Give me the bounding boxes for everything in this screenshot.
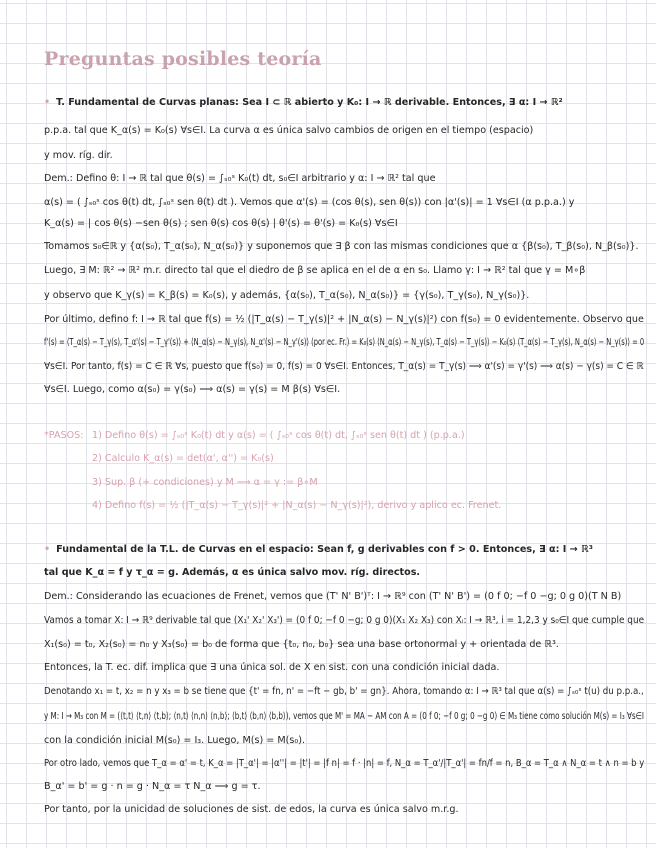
proof-2-line: Vamos a tomar X: I → ℝ⁹ derivable tal que (X₁' X₂' X₃') = (0 f 0; −f 0 −g; 0 g 0)(X₁ X₂ X₃) con Xᵢ: I → ℝ³, i = 1,2,3 y s₀∈I que cumple que	[44, 615, 645, 626]
proof-2-line: B_α' = b' = g · n = g · N_α = τ N_α ⟹ g = τ.	[44, 781, 261, 792]
theorem-1-line: p.p.a. tal que K_α(s) = K₀(s) ∀s∈I. La curva α es única salvo cambios de origen en el tiempo (espacio)	[44, 125, 534, 136]
theorem-2-heading	[44, 543, 593, 556]
theorem-1-statement-line: T. Fundamental de Curvas planas: Sea I ⊂ ℝ abierto y K₀: I → ℝ derivable. Entonces, ∃ α: I → ℝ²	[56, 97, 563, 108]
proof-2-line: Denotando x₁ = t, x₂ = n y x₃ = b se tiene que {t' = fn, n' = −ft − gb, b' = gn}. Ahora, tomando α: I → ℝ³ tal que α(s) = ∫ₛ₀ˢ t(u) du p.p.a.,	[44, 686, 644, 697]
proof-1-line: Por último, defino f: I → ℝ tal que f(s) = ½ (|T_α(s) − T_γ(s)|² + |N_α(s) − N_γ(s)|²) con f(s₀) = 0 evidentemente. Observo que	[44, 314, 644, 325]
proof-1-line: Dem.: Defino θ: I → ℝ tal que θ(s) = ∫ₛ₀ˢ K₀(t) dt, s₀∈I arbitrario y α: I → ℝ² tal que	[44, 173, 436, 184]
proof-1-line: y observo que K_γ(s) = K_β(s) = K₀(s), y además, {α(s₀), T_α(s₀), N_α(s₀)} = {γ(s₀), T_γ(s₀), N_γ(s₀)}.	[44, 290, 530, 301]
pasos-step: 2) Calculo K_α(s) = det(α', α'') = K₀(s)	[92, 453, 274, 464]
bullet-icon: •	[44, 97, 51, 108]
theorem-1-heading	[44, 96, 563, 109]
page-title: Preguntas posibles teoría	[44, 48, 322, 70]
proof-2-line: Entonces, la T. ec. dif. implica que ∃ una única sol. de X en sist. con una condición inicial dada.	[44, 662, 500, 673]
proof-2-line: con la condición inicial M(s₀) = I₃. Luego, M(s) = M(s₀).	[44, 735, 306, 746]
proof-1-line: Luego, ∃ M: ℝ² → ℝ² m.r. directo tal que el diedro de β se aplica en el de α en s₀. Llamo γ: I → ℝ² tal que γ = M∘β	[44, 265, 586, 276]
proof-2-line: Por otro lado, vemos que T_α = α' = t, K_α = |T_α'| = |α''| = |t'| = |f n| = f · |n| = f, N_α = T_α'/|T_α'| = fn/f = n, B_α = T_α ∧ N_α = t ∧ n = b y	[44, 758, 645, 769]
proof-1-line: ∀s∈I. Por tanto, f(s) = C ∈ ℝ ∀s, puesto que f(s₀) = 0, f(s) = 0 ∀s∈I. Entonces, T_α(s) = T_γ(s) ⟹ α'(s) = γ'(s) ⟹ α(s) − γ(s) = C ∈ ℝ	[44, 361, 644, 372]
theorem-1-line: y mov. ríg. dir.	[44, 150, 113, 161]
proof-1-line: Tomamos s₀∈ℝ y {α(s₀), T_α(s₀), N_α(s₀)} y suponemos que ∃ β con las mismas condiciones que α {β(s₀), T_β(s₀), N_β(s₀)}.	[44, 241, 639, 252]
proof-2-line: X₁(s₀) = t₀, X₂(s₀) = n₀ y X₃(s₀) = b₀ de forma que {t₀, n₀, b₀} sea una base ortonormal y + orientada de ℝ³.	[44, 639, 559, 650]
proof-1-line: ∀s∈I. Luego, como α(s₀) = γ(s₀) ⟹ α(s) = γ(s) = M β(s) ∀s∈I.	[44, 384, 341, 395]
pasos-label: *PASOS:	[44, 430, 84, 441]
bullet-icon: •	[44, 544, 51, 555]
theorem-2-line: tal que K_α = f y τ_α = g. Además, α es única salvo mov. ríg. directos.	[44, 567, 421, 578]
theorem-2-statement-line: Fundamental de la T.L. de Curvas en el espacio: Sean f, g derivables con f > 0. Entonces, ∃ α: I → ℝ³	[56, 544, 593, 555]
proof-1-line: f'(s) = ⟨T_α(s) − T_γ(s), T_α'(s) − T_γ'(s)⟩ + ⟨N_α(s) − N_γ(s), N_α'(s) − N_γ'(s)⟩ (por ec. Fr.) = K₀(s) ⟨N_α(s) − N_γ(s), T_α(s) − T_γ(s)⟩ − K₀(s) ⟨T_α(s) − T_γ(s), N_α(s) − N_γ(s)⟩ = 0	[44, 337, 645, 348]
pasos-step: 4) Defino f(s) = ½ (|T_α(s) − T_γ(s)|² + |N_α(s) − N_γ(s)|²), derivo y aplico ec. Frenet.	[92, 500, 502, 511]
pasos-step: 1) Defino θ(s) = ∫ₛ₀ˢ K₀(t) dt y α(s) = ( ∫ₛ₀ˢ cos θ(t) dt, ∫ₛ₀ˢ sen θ(t) dt ) (p.p.a.)	[92, 430, 465, 441]
proof-1-line: K_α(s) = | cos θ(s) −sen θ(s) ; sen θ(s) cos θ(s) | θ'(s) = θ'(s) = K₀(s) ∀s∈I	[44, 218, 398, 229]
proof-2-line: y M: I → M₃ con M = (⟨t,t⟩ ⟨t,n⟩ ⟨t,b⟩; ⟨n,t⟩ ⟨n,n⟩ ⟨n,b⟩; ⟨b,t⟩ ⟨b,n⟩ ⟨b,b⟩), vemos que M' = MA − AM con A = (0 f 0; −f 0 g; 0 −g 0) ∈ M₃ tiene como solución M(s) = I₃ ∀s∈I	[44, 711, 645, 722]
proof-1-line: α(s) = ( ∫ₛ₀ˢ cos θ(t) dt, ∫ₛ₀ˢ sen θ(t) dt ). Vemos que α'(s) = (cos θ(s), sen θ(s)) con |α'(s)| = 1 ∀s∈I (α p.p.a.) y	[44, 197, 575, 208]
proof-2-line: Dem.: Considerando las ecuaciones de Frenet, vemos que (T' N' B')ᵀ: I → ℝ⁹ con (T' N' B') = (0 f 0; −f 0 −g; 0 g 0)(T N B)	[44, 591, 622, 602]
pasos-step: 3) Sup. β (+ condiciones) y M ⟹ α = γ := β∘M	[92, 477, 318, 488]
proof-2-line: Por tanto, por la unicidad de soluciones de sist. de edos, la curva es única salvo m.r.g.	[44, 804, 459, 815]
